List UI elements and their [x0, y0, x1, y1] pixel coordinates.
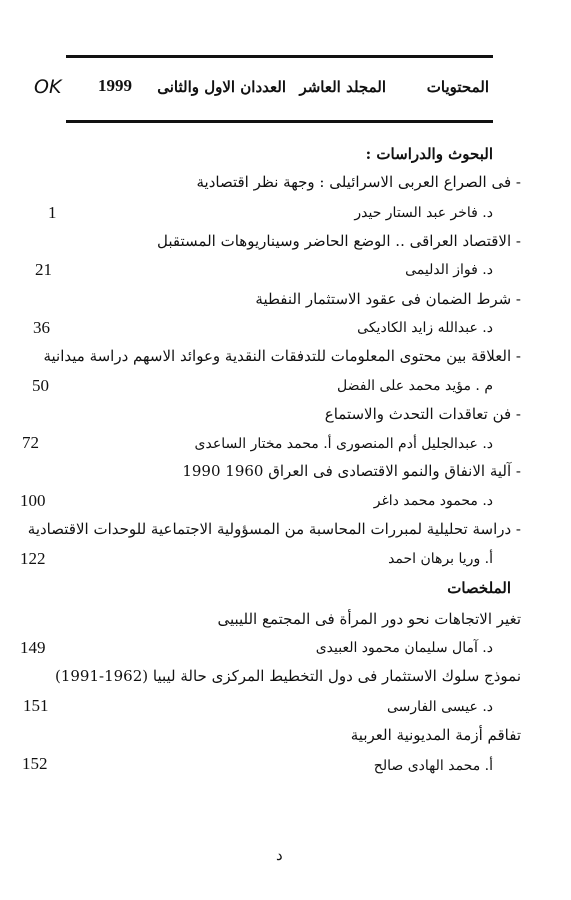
entry-author: د. عبدالله زايد الكاديكى — [357, 320, 493, 336]
entry-page: 100 — [20, 491, 46, 510]
entry-title: تفاقم أزمة المديونية العربية — [350, 726, 521, 744]
entry-author: د. فواز الدليمى — [405, 262, 493, 278]
entry-page: 122 — [20, 549, 46, 568]
summaries-section-heading: الملخصات — [447, 579, 511, 597]
entry-author: د. عبدالجليل أدم المنصورى أ. محمد مختار الساعدى — [194, 436, 493, 452]
entry-page: 151 — [23, 696, 49, 715]
ok-handwritten-mark: OK — [34, 76, 62, 98]
entry-author: أ. محمد الهادى صالح — [373, 758, 493, 774]
entry-title: تغير الاتجاهات نحو دور المرأة فى المجتمع الليبيى — [217, 610, 521, 628]
entry-author: م . مؤيد محمد على الفضل — [337, 378, 493, 394]
issue-label: العددان الاول والثانى — [157, 78, 286, 96]
contents-title: المحتويات — [426, 78, 489, 96]
entry-page: 149 — [20, 638, 46, 657]
entry-title: نموذج سلوك الاستثمار فى دول التخطيط المركزى حالة ليبيا (1962-1991) — [54, 667, 521, 685]
entry-title: - فن تعاقدات التحدث والاستماع — [324, 405, 521, 423]
entry-author: أ. وريا برهان احمد — [388, 551, 493, 567]
page-number-letter: د — [276, 846, 283, 864]
entry-author: د. عيسى الفارسى — [387, 699, 493, 715]
header-bottom-rule — [66, 120, 493, 123]
entry-author: د. محمود محمد داغر — [373, 493, 493, 509]
entry-author: د. آمال سليمان محمود العبيدى — [315, 640, 493, 656]
entry-page: 1 — [48, 203, 57, 222]
entry-title: - آلية الانفاق والنمو الاقتصادى فى العراق 1960 1990 — [182, 462, 521, 480]
year-label: 1999 — [98, 76, 132, 95]
entry-page: 152 — [22, 754, 48, 773]
entry-page: 72 — [22, 433, 39, 452]
entry-author: د. فاخر عبد الستار حيدر — [354, 205, 493, 221]
entry-title: - شرط الضمان فى عقود الاستثمار النفطية — [255, 290, 521, 308]
entry-title: - الاقتصاد العراقى .. الوضع الحاضر وسيناريوهات المستقبل — [157, 232, 521, 250]
entry-title: - دراسة تحليلية لمبررات المحاسبة من المسؤولية الاجتماعية للوحدات الاقتصادية — [27, 520, 521, 538]
entry-title: - العلاقة بين محتوى المعلومات للتدفقات النقدية وعوائد الاسهم دراسة ميدانية — [43, 347, 521, 365]
entry-page: 50 — [32, 376, 49, 395]
top-rule — [66, 55, 493, 58]
entry-title: - فى الصراع العربى الاسرائيلى : وجهة نظر اقتصادية — [196, 173, 521, 191]
volume-label: المجلد العاشر — [299, 78, 386, 96]
entry-page: 21 — [35, 260, 52, 279]
entry-page: 36 — [33, 318, 50, 337]
research-section-heading: البحوث والدراسات : — [365, 145, 493, 163]
